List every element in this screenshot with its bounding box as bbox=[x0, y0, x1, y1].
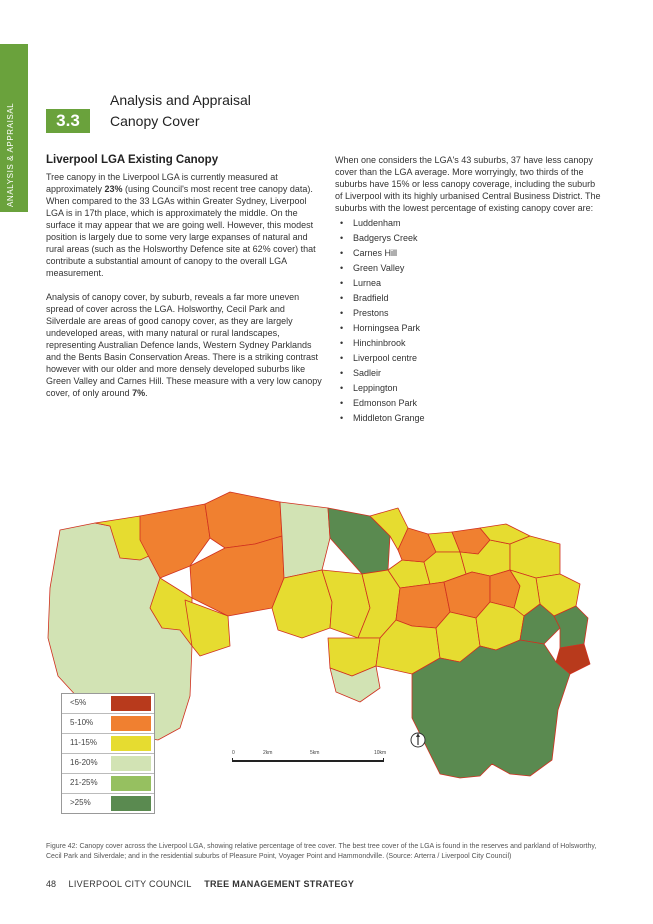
legend-label: 5-10% bbox=[70, 718, 94, 727]
legend-label: <5% bbox=[70, 698, 87, 707]
paragraph-intro: When one considers the LGA's 43 suburbs, 37 have less canopy cover than the LGA average. More worryingly, two thirds of the suburbs have 15% or less canopy coverage, including the suburb of Liverpool with its highly urbanised Central Business District. The suburbs with the lowest percentage of existing canopy cover are: bbox=[335, 155, 601, 213]
scale-tick-label: 2km bbox=[263, 750, 273, 756]
list-item: • Luddenham bbox=[335, 216, 605, 231]
scale-bar bbox=[230, 748, 390, 768]
legend-swatch bbox=[111, 796, 151, 811]
legend-item bbox=[62, 754, 154, 774]
map-legend bbox=[61, 693, 155, 814]
list-item: • Carnes Hill bbox=[335, 246, 605, 261]
highlight-value: 7% bbox=[132, 388, 146, 398]
list-item: • Edmonson Park bbox=[335, 396, 605, 411]
section-side-tab bbox=[0, 44, 28, 212]
text: (using Council's most recent tree canopy data). When compared to the 33 LGAs within Greater Sydney, Liverpool LGA is in 17th place, which is approximately the middle. On the surface it may appear that we are going well. However, this modest position is largely due to some very large expanses of natural and rural areas (such as the Holsworthy Defence site at 62% cover) that contribute a substantial amount of canopy to the overall LGA measurement. bbox=[46, 184, 316, 278]
legend-item bbox=[62, 774, 154, 794]
right-column bbox=[335, 154, 605, 426]
legend-swatch bbox=[111, 716, 151, 731]
scale-tick-label: 0 bbox=[232, 750, 235, 756]
side-tab-label: ANALYSIS & APPRAISAL bbox=[6, 102, 15, 207]
scale-tick-label: 10km bbox=[374, 750, 387, 756]
text: Analysis of canopy cover, by suburb, reveals a far more uneven spread of cover across the LGA. Holsworthy, Cecil Park and Silverdale are areas of good canopy cover, as they are largely undeveloped areas, with many natural or rural landscapes, representing Australian Defence lands, Western Sydney Parklands and the Bents Basin Conservation Areas. There is a striking contrast however with our older and more densely developed suburbs like Green Valley and Carnes Hill. These measure with a very low canopy cover, of only around bbox=[46, 292, 322, 398]
page-footer bbox=[46, 879, 354, 889]
paragraph-1 bbox=[46, 171, 326, 279]
list-item: • Bradfield bbox=[335, 291, 605, 306]
scale-tick-label: 5km bbox=[310, 750, 320, 756]
suburb-area bbox=[190, 536, 284, 616]
legend-label: >25% bbox=[70, 798, 91, 807]
suburb-list bbox=[335, 216, 605, 426]
text: . bbox=[145, 388, 148, 398]
list-item: • Prestons bbox=[335, 306, 605, 321]
paragraph-2 bbox=[46, 291, 326, 399]
page-number: 48 bbox=[46, 879, 57, 889]
left-column bbox=[46, 154, 326, 411]
list-item: • Middleton Grange bbox=[335, 411, 605, 426]
highlight-value: 23% bbox=[104, 184, 123, 194]
suburb-area bbox=[510, 536, 560, 578]
list-item: • Lurnea bbox=[335, 276, 605, 291]
legend-item bbox=[62, 694, 154, 714]
north-arrow-icon bbox=[411, 733, 425, 747]
section-title: Analysis and Appraisal bbox=[110, 92, 251, 108]
legend-swatch bbox=[111, 736, 151, 751]
legend-item bbox=[62, 714, 154, 734]
figure-caption: Figure 42: Canopy cover across the Liverpool LGA, showing relative percentage of tree cover. The best tree cover of the LGA is found in the reserves and parkland of Holsworthy, Cecil Park and Silverdale; and in the residential suburbs of Pleasure Point, Voyager Point and Hammondville. (Source: Arterra / Liverpool City Council) bbox=[46, 843, 597, 860]
suburb-area bbox=[280, 502, 330, 578]
text: Tree canopy in the Liverpool LGA is currently measured at approximately bbox=[46, 172, 278, 194]
legend-swatch bbox=[111, 776, 151, 791]
list-item: • Badgerys Creek bbox=[335, 231, 605, 246]
column-heading: Liverpool LGA Existing Canopy bbox=[46, 154, 219, 166]
section-subtitle: Canopy Cover bbox=[110, 113, 200, 129]
suburb-area bbox=[412, 640, 570, 778]
legend-item bbox=[62, 794, 154, 813]
section-number: 3.3 bbox=[46, 109, 90, 133]
legend-label: 21-25% bbox=[70, 778, 98, 787]
list-item: • Liverpool centre bbox=[335, 351, 605, 366]
legend-swatch bbox=[111, 696, 151, 711]
legend-item bbox=[62, 734, 154, 754]
list-item: • Hinchinbrook bbox=[335, 336, 605, 351]
list-item: • Leppington bbox=[335, 381, 605, 396]
list-item: • Sadleir bbox=[335, 366, 605, 381]
list-item: • Green Valley bbox=[335, 261, 605, 276]
legend-swatch bbox=[111, 756, 151, 771]
list-item: • Horningsea Park bbox=[335, 321, 605, 336]
organisation-name: LIVERPOOL CITY COUNCIL bbox=[68, 879, 192, 889]
document-title: TREE MANAGEMENT STRATEGY bbox=[204, 879, 355, 889]
legend-label: 11-15% bbox=[70, 738, 97, 747]
legend-label: 16-20% bbox=[70, 758, 98, 767]
